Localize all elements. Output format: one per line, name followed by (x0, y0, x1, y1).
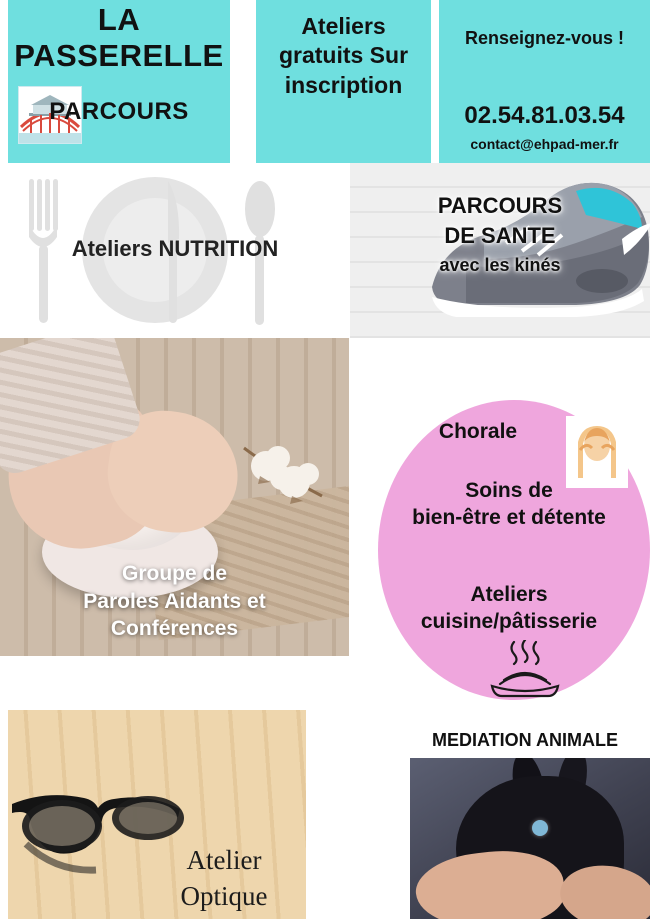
poster-header (0, 0, 650, 163)
optics-line1: Atelier (186, 845, 262, 875)
optics-line2: Optique (180, 881, 268, 912)
wellbeing-care-line1: Soins de (465, 479, 553, 502)
health-course-line3: avec les kinés (439, 255, 561, 275)
page-title: LA PASSERELLE (14, 2, 224, 73)
contact-prompt: Renseignez-vous ! (464, 28, 625, 48)
brand-block (8, 0, 230, 163)
health-course-section (350, 163, 650, 338)
brand-subtitle: PARCOURS (49, 98, 189, 125)
choir-label: Chorale (438, 420, 518, 443)
cooking-workshop-line1: Ateliers (470, 583, 548, 606)
nutrition-label-text: Ateliers NUTRITION (71, 236, 279, 261)
support-group-line2: Paroles Aidants et (83, 589, 266, 613)
free-workshops-block (256, 0, 431, 163)
animal-mediation-photo (410, 758, 650, 919)
cooking-workshop-label (384, 582, 634, 636)
health-course-line1: PARCOURS (437, 193, 563, 218)
optics-section (8, 710, 306, 919)
free-workshops-text: Ateliers gratuits Sur inscription (278, 13, 409, 98)
rabbit-eye (532, 820, 548, 836)
animal-mediation-title: MEDIATION ANIMALE (432, 730, 618, 750)
pie-icon (484, 640, 566, 700)
wellbeing-care-line2: bien-être et détente (412, 505, 606, 529)
contact-email[interactable]: contact@ehpad-mer.fr (470, 136, 619, 152)
contact-phone[interactable]: 02.54.81.03.54 (464, 102, 625, 129)
nutrition-label (0, 235, 350, 264)
wellbeing-care-label (384, 478, 634, 532)
nutrition-section (0, 163, 350, 338)
health-course-line2: DE SANTE (444, 223, 556, 248)
optics-label (144, 842, 304, 915)
cotton-branch-icon (236, 442, 330, 536)
support-group-line1: Groupe de (121, 562, 227, 585)
contact-block (439, 0, 650, 163)
support-group-section (0, 338, 349, 656)
support-group-line3: Conférences (110, 617, 239, 641)
cooking-workshop-line2: cuisine/pâtisserie (420, 609, 598, 633)
support-group-caption (0, 560, 349, 643)
